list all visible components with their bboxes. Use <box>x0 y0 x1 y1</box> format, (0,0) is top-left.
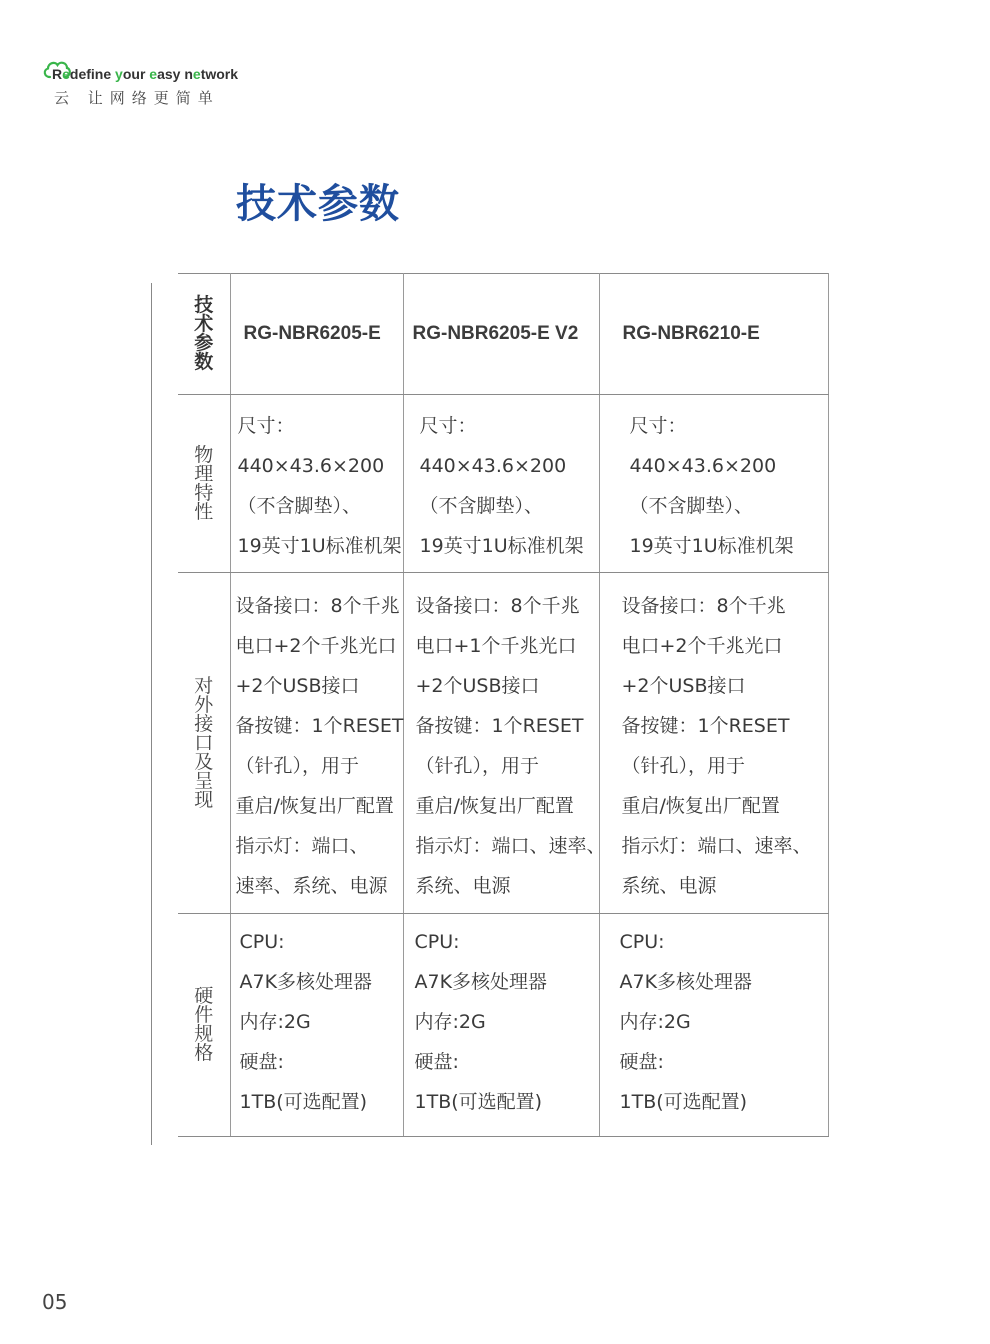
label-char: 物 <box>194 443 214 466</box>
label-char: 接 <box>194 712 214 735</box>
table-cell <box>403 395 599 573</box>
cell-line: 内存:2G <box>414 1011 486 1033</box>
cell-line: A7K多核处理器 <box>414 971 548 993</box>
cell-content <box>231 573 403 906</box>
row-label-cell <box>178 395 230 573</box>
cell-content <box>231 914 403 1122</box>
table-cell <box>230 573 403 914</box>
cell-line: 系统、电源 <box>621 875 717 897</box>
cell-line: 重启/恢复出厂配置 <box>415 795 574 817</box>
table-row <box>178 914 828 1137</box>
tagline-fragment: our <box>122 66 150 82</box>
brand-logo <box>42 58 302 108</box>
label-char: 规 <box>194 1023 214 1045</box>
row-label <box>178 573 230 913</box>
cell-content <box>404 395 599 566</box>
page-title: 技术参数 <box>236 181 400 227</box>
cell-line: （针孔），用于 <box>415 755 540 777</box>
label-char: 呈 <box>194 769 214 792</box>
cell-line: 尺寸： <box>237 415 295 437</box>
label-char: 数 <box>194 351 214 373</box>
model-name: RG-NBR6205-E <box>243 323 381 344</box>
cell-line: 内存:2G <box>619 1011 691 1033</box>
cell-line: 指示灯：端口、速率、 <box>415 835 606 857</box>
label-char: 参 <box>194 332 214 354</box>
cell-line: 电口+2个千兆光口 <box>621 635 783 657</box>
spec-table <box>178 273 829 1137</box>
cell-line: CPU: <box>414 931 460 953</box>
cell-line: 设备接口：8个千兆 <box>235 595 400 617</box>
cell-line: 1TB(可选配置) <box>239 1091 368 1113</box>
label-char: 件 <box>194 1004 214 1026</box>
row-label <box>178 395 230 572</box>
cell-line: 指示灯：端口、 <box>235 835 369 857</box>
cell-line: 19英寸1U标准机架 <box>237 535 402 557</box>
tagline-fragment: asy n <box>157 66 193 82</box>
label-char: 及 <box>194 750 214 773</box>
cell-line: （不含脚垫）、 <box>419 495 544 517</box>
row-label-cell <box>178 914 230 1137</box>
tagline-fragment: e <box>62 66 70 82</box>
label-char: 性 <box>194 500 214 523</box>
cell-content <box>600 573 828 906</box>
cell-content <box>404 914 599 1122</box>
header-label <box>178 274 230 394</box>
table-cell <box>599 914 828 1137</box>
row-label <box>178 914 230 1136</box>
cell-content <box>600 395 828 566</box>
cell-content <box>404 573 606 906</box>
model-header-cell <box>599 274 828 395</box>
model-header-cell <box>403 274 599 395</box>
cell-line: （针孔），用于 <box>621 755 746 777</box>
cell-line: 系统、电源 <box>415 875 511 897</box>
cell-line: +2个USB接口 <box>621 675 746 697</box>
cell-line: 内存:2G <box>239 1011 311 1033</box>
label-char: 对 <box>194 674 214 697</box>
cell-line: 440×43.6×200 <box>629 455 777 477</box>
cell-line: 尺寸： <box>419 415 477 437</box>
cell-line: CPU: <box>619 931 665 953</box>
tagline-fragment: e <box>192 66 201 82</box>
cell-line: 硬盘: <box>414 1051 459 1073</box>
table-cell <box>403 573 606 914</box>
table-cell <box>599 395 828 573</box>
model-name: RG-NBR6210-E <box>622 323 760 344</box>
tagline-english <box>52 66 238 82</box>
label-char: 技 <box>194 294 214 316</box>
label-char: 特 <box>194 481 214 504</box>
cell-line: 备按键：1个RESET <box>415 715 584 737</box>
cell-content <box>231 395 403 566</box>
page-number: 05 <box>42 1290 68 1314</box>
tagline-fragment: twork <box>200 66 239 82</box>
table-row <box>178 573 828 914</box>
cell-line: 440×43.6×200 <box>237 455 385 477</box>
model-name: RG-NBR6205-E V2 <box>412 323 579 344</box>
tagline-fragment: y <box>115 66 123 82</box>
cell-line: A7K多核处理器 <box>239 971 373 993</box>
table-cell <box>403 914 599 1137</box>
cell-line: （不含脚垫）、 <box>629 495 754 517</box>
tagline-fragment: e <box>149 66 158 82</box>
cell-line: （针孔），用于 <box>235 755 360 777</box>
table-cell <box>230 914 403 1137</box>
label-char: 外 <box>194 693 214 716</box>
label-char: 格 <box>194 1042 214 1064</box>
model-header-cell <box>230 274 403 395</box>
table-row <box>178 395 828 573</box>
cell-line: A7K多核处理器 <box>619 971 753 993</box>
cell-line: 1TB(可选配置) <box>619 1091 748 1113</box>
table-cell <box>599 573 828 914</box>
row-label-cell <box>178 573 230 914</box>
cell-line: +2个USB接口 <box>235 675 360 697</box>
tagline-chinese: 云 让网络更简单 <box>54 89 220 107</box>
cell-line: 速率、系统、电源 <box>235 875 388 897</box>
tagline-fragment: R <box>52 66 63 82</box>
side-divider <box>151 283 152 1145</box>
cell-line: 重启/恢复出厂配置 <box>621 795 780 817</box>
cell-line: +2个USB接口 <box>415 675 540 697</box>
label-char: 口 <box>194 731 214 754</box>
cell-line: 备按键：1个RESET <box>235 715 404 737</box>
cell-line: 电口+1个千兆光口 <box>415 635 577 657</box>
cell-line: 电口+2个千兆光口 <box>235 635 397 657</box>
cell-line: （不含脚垫）、 <box>237 495 362 517</box>
tagline-fragment: define <box>69 66 116 82</box>
label-char: 现 <box>194 788 214 811</box>
cell-line: 设备接口：8个千兆 <box>621 595 786 617</box>
cell-line: 备按键：1个RESET <box>621 715 790 737</box>
table-header-row <box>178 274 828 395</box>
header-label-cell <box>178 274 230 395</box>
cell-content <box>600 914 828 1122</box>
cell-line: 440×43.6×200 <box>419 455 567 477</box>
cell-line: 重启/恢复出厂配置 <box>235 795 394 817</box>
cell-line: 19英寸1U标准机架 <box>629 535 794 557</box>
label-char: 硬 <box>194 985 214 1007</box>
cell-line: 19英寸1U标准机架 <box>419 535 584 557</box>
cell-line: CPU: <box>239 931 285 953</box>
label-char: 术 <box>194 313 214 335</box>
table-cell <box>230 395 403 573</box>
cell-line: 尺寸： <box>629 415 687 437</box>
cell-line: 指示灯：端口、速率、 <box>621 835 812 857</box>
cell-line: 1TB(可选配置) <box>414 1091 543 1113</box>
label-char: 理 <box>194 462 214 485</box>
cell-line: 硬盘: <box>619 1051 664 1073</box>
cell-line: 硬盘: <box>239 1051 284 1073</box>
cell-line: 设备接口：8个千兆 <box>415 595 580 617</box>
